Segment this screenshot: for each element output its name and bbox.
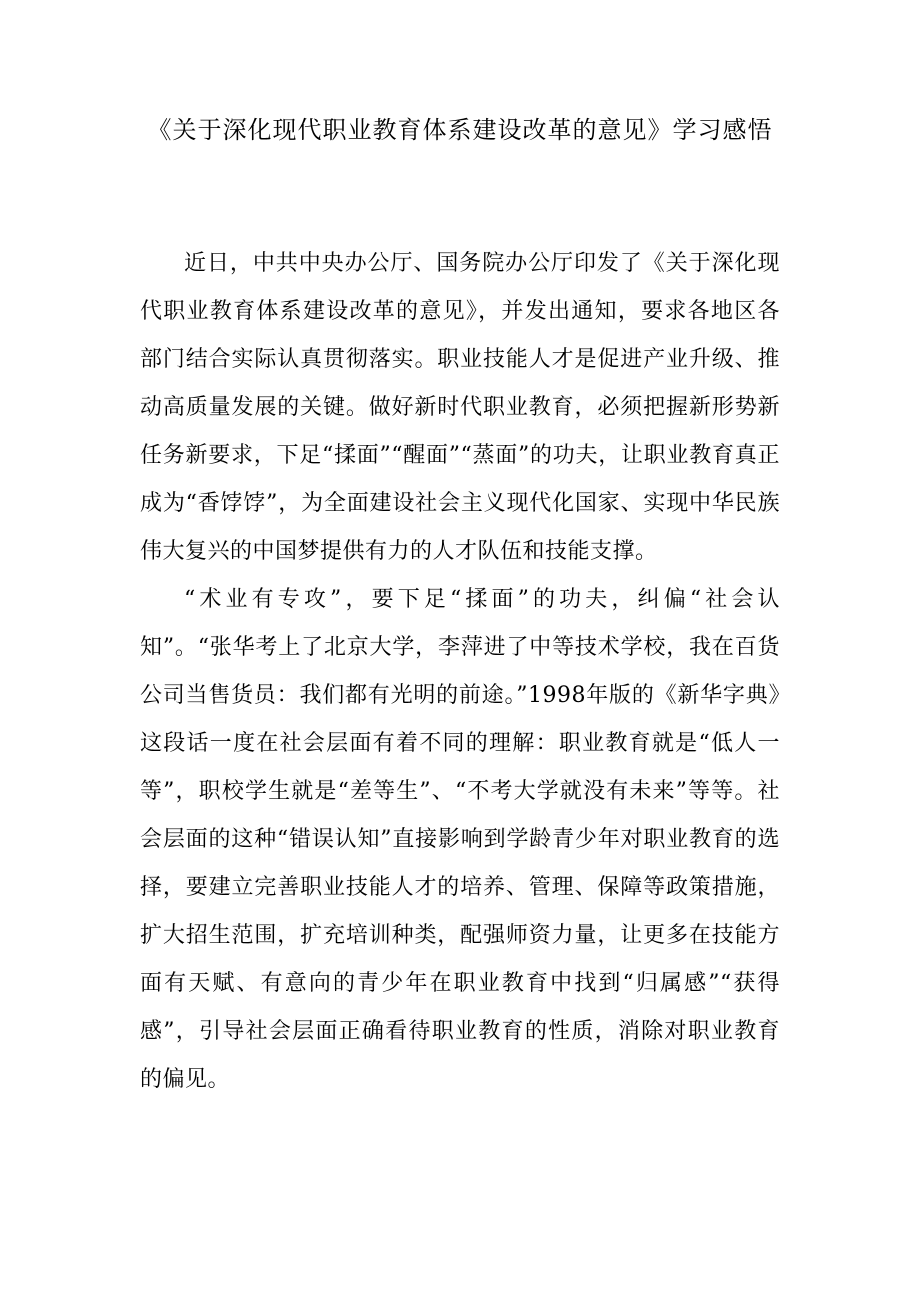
document-body [140, 240, 780, 1104]
paragraph-2: “术业有专攻”，要下足“揉面”的功夫，纠偏“社会认知”。“张华考上了北京大学，李萍进了中等技术学校，我在百货公司当售货员：我们都有光明的前途。”1998年版的《新华字典》这段话一度在社会层面有着不同的理解：职业教育就是“低人一等”，职校学生就是“差等生”、“不考大学就没有未来”等等。社会层面的这种“错误认知”直接影响到学龄青少年对职业教育的选择，要建立完善职业技能人才的培养、管理、保障等政策措施，扩大招生范围，扩充培训种类，配强师资力量，让更多在技能方面有天赋、有意向的青少年在职业教育中找到“归属感”“获得感”，引导社会层面正确看待职业教育的性质，消除对职业教育的偏见。 [140, 587, 780, 1092]
paragraph-1: 近日，中共中央办公厅、国务院办公厅印发了《关于深化现代职业教育体系建设改革的意见》，并发出通知，要求各地区各部门结合实际认真贯彻落实。职业技能人才是促进产业升级、推动高质量发展的关键。做好新时代职业教育，必须把握新形势新任务新要求，下足“揉面”“醒面”“蒸面”的功夫，让职业教育真正成为“香饽饽”，为全面建设社会主义现代化国家、实现中华民族伟大复兴的中国梦提供有力的人才队伍和技能支撑。 [140, 251, 780, 564]
document-title: 《关于深化现代职业教育体系建设改革的意见》学习感悟 [147, 116, 773, 144]
